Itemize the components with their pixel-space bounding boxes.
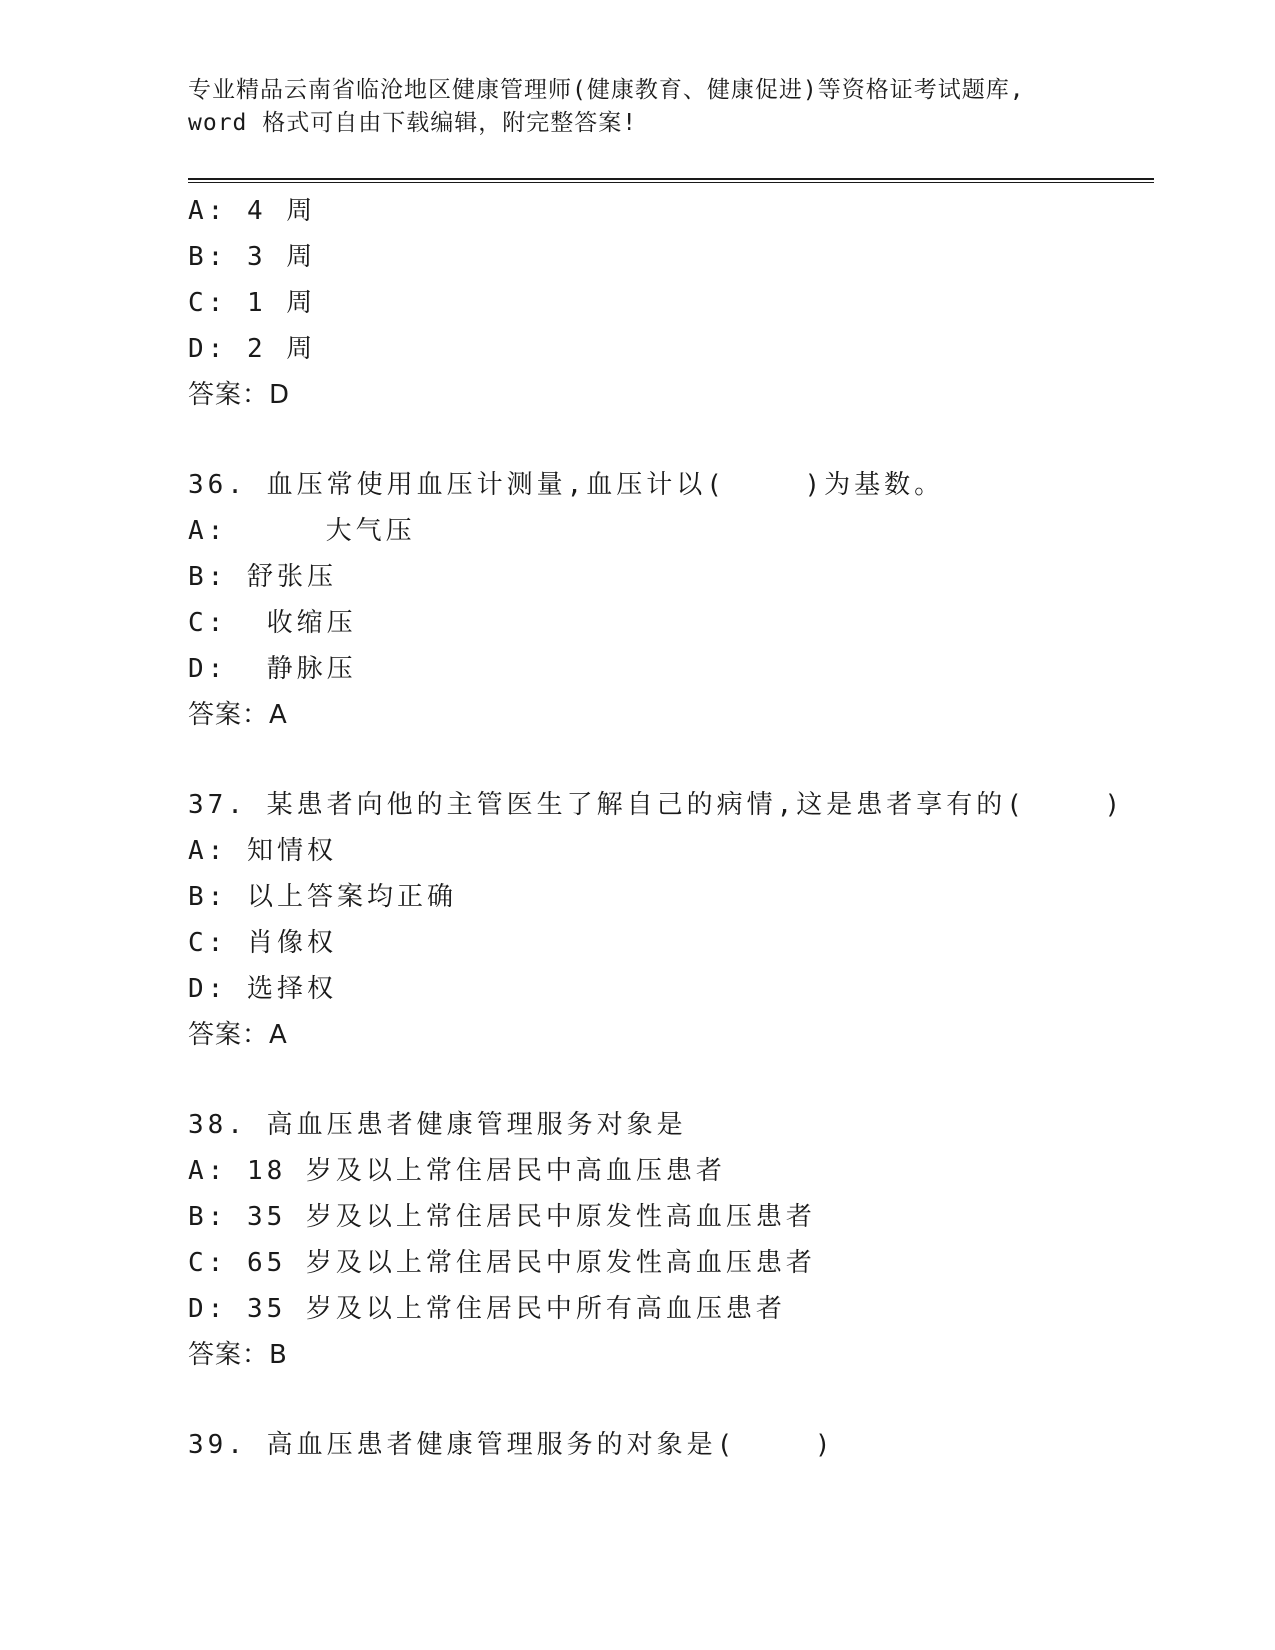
answer: 答案：A <box>188 700 288 730</box>
question-text: 37. 某患者向他的主管医生了解自己的病情,这是患者享有的( ) <box>188 790 1125 820</box>
option-a: A: 知情权 <box>188 836 337 866</box>
option-b: B: 3 周 <box>188 242 317 272</box>
question-text: 36. 血压常使用血压计测量,血压计以( )为基数。 <box>188 470 945 500</box>
option-d: D: 静脉压 <box>188 654 357 684</box>
option-b: B: 舒张压 <box>188 562 337 592</box>
option-a: A: 4 周 <box>188 196 317 226</box>
question-35-continued <box>188 188 1148 418</box>
question-39 <box>188 1422 1148 1468</box>
option-d: D: 35 岁及以上常住居民中所有高血压患者 <box>188 1294 786 1324</box>
header-line-1: 专业精品云南省临沧地区健康管理师(健康教育、健康促进)等资格证考试题库, <box>188 77 1025 103</box>
option-a: A: 18 岁及以上常住居民中高血压患者 <box>188 1156 726 1186</box>
document-header <box>188 74 1128 140</box>
option-d: D: 2 周 <box>188 334 317 364</box>
option-b: B: 以上答案均正确 <box>188 882 457 912</box>
answer: 答案：D <box>188 380 291 410</box>
option-c: C: 肖像权 <box>188 928 337 958</box>
option-c: C: 1 周 <box>188 288 317 318</box>
answer: 答案：A <box>188 1020 288 1050</box>
question-38 <box>188 1102 1148 1378</box>
option-a: A: 大气压 <box>188 516 416 546</box>
question-text: 39. 高血压患者健康管理服务的对象是( ) <box>188 1430 835 1460</box>
header-line-2: word 格式可自由下载编辑，附完整答案! <box>188 110 638 136</box>
option-b: B: 35 岁及以上常住居民中原发性高血压患者 <box>188 1202 816 1232</box>
header-divider <box>188 178 1154 183</box>
option-c: C: 收缩压 <box>188 608 357 638</box>
option-d: D: 选择权 <box>188 974 337 1004</box>
question-36 <box>188 462 1148 738</box>
option-c: C: 65 岁及以上常住居民中原发性高血压患者 <box>188 1248 816 1278</box>
answer: 答案：B <box>188 1340 288 1370</box>
question-text: 38. 高血压患者健康管理服务对象是 <box>188 1110 687 1140</box>
question-list <box>188 188 1148 1468</box>
question-37 <box>188 782 1148 1058</box>
